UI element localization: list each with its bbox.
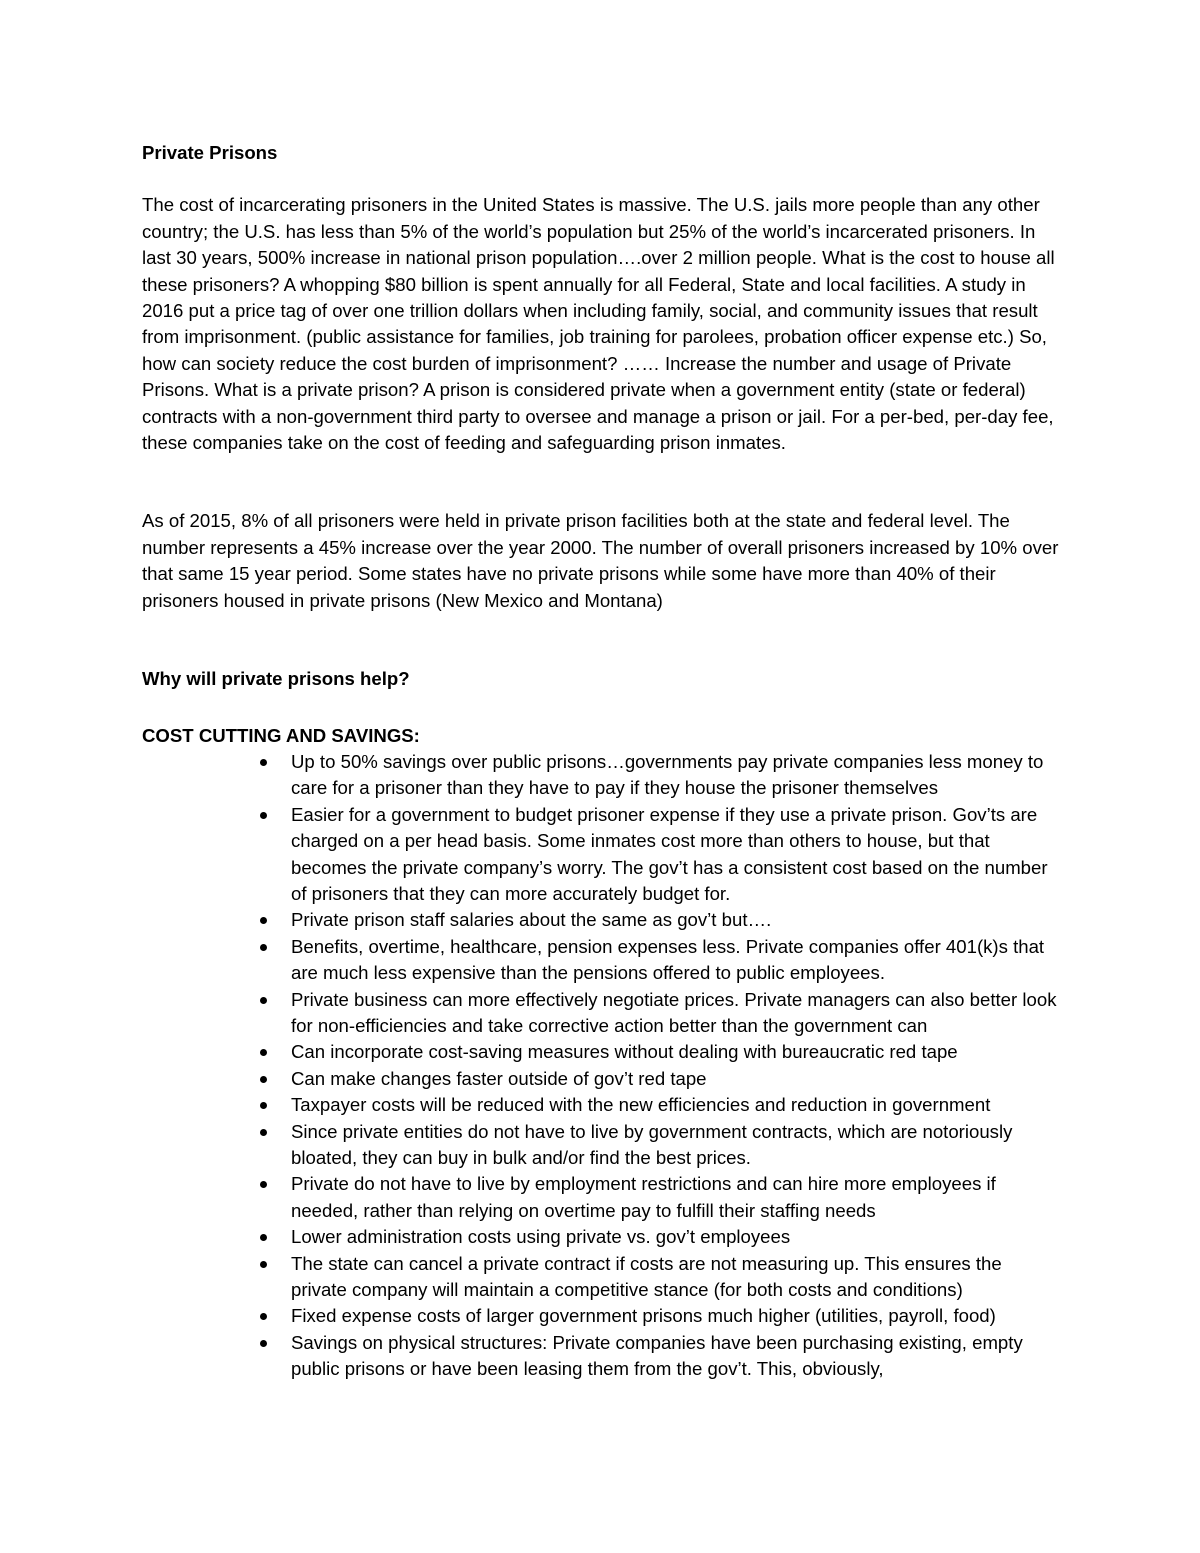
savings-bullet-list: [142, 749, 1062, 1383]
bullet-text: Taxpayer costs will be reduced with the new efficiencies and reduction in government: [291, 1094, 991, 1116]
intro-paragraph: The cost of incarcerating prisoners in the United States is massive. The U.S. jails more people than any other country; the U.S. has less than 5% of the world’s population but 25% of the world’s incarcerated prisoners. In last 30 years, 500% increase in national prison population….over 2 million people. What is the cost to house all these prisoners? A whopping $80 billion is spent annually for all Federal, State and local facilities. A study in 2016 put a price tag of over one trillion dollars when including family, social, and community issues that result from imprisonment. (public assistance for families, job training for parolees, probation officer expense etc.) So, how can society reduce the cost burden of imprisonment? …… Increase the number and usage of Private Prisons. What is a private prison? A prison is considered private when a government entity (state or federal) contracts with a non-government third party to oversee and manage a prison or jail. For a per-bed, per-day fee, these companies take on the cost of feeding and safeguarding prison inmates.: [142, 194, 1055, 454]
bullet-icon: [260, 1261, 267, 1268]
bullet-item: [291, 1119, 1062, 1172]
statistics-paragraph: As of 2015, 8% of all prisoners were held in private prison facilities both at the state and federal level. The number represents a 45% increase over the year 2000. The number of overall prisoners increased by 10% over that same 15 year period. Some states have no private prisons while some have more than 40% of their prisoners housed in private prisons (New Mexico and Montana): [142, 510, 1059, 611]
bullet-icon: [260, 944, 267, 951]
spacer: [142, 614, 1062, 666]
bullet-item: [291, 987, 1062, 1040]
bullet-text: Can incorporate cost-saving measures without dealing with bureaucratic red tape: [291, 1041, 958, 1063]
section-heading: Why will private prisons help?: [142, 668, 410, 690]
bullet-icon: [260, 917, 267, 924]
document-body: [142, 140, 1062, 1383]
bullet-item: [291, 1251, 1062, 1304]
bullet-item: [291, 907, 1062, 933]
bullet-text: Savings on physical structures: Private companies have been purchasing existing, empty public prisons or have been leasing them from the gov’t. This, obviously,: [291, 1331, 1023, 1380]
bullet-item: [291, 934, 1062, 987]
subsection-heading: COST CUTTING AND SAVINGS:: [142, 724, 420, 746]
bullet-item: [291, 1330, 1062, 1383]
bullet-item: [291, 1303, 1062, 1329]
spacer: [142, 693, 1062, 723]
bullet-item: [291, 1224, 1062, 1250]
bullet-text: Can make changes faster outside of gov’t red tape: [291, 1067, 707, 1089]
bullet-icon: [260, 1234, 267, 1241]
spacer: [142, 456, 1062, 508]
bullet-icon: [260, 812, 267, 819]
bullet-item: [291, 1171, 1062, 1224]
bullet-text: Up to 50% savings over public prisons…governments pay private companies less money to care for a prisoner than they have to pay if they house the prisoner themselves: [291, 750, 1044, 799]
bullet-text: Lower administration costs using private vs. gov’t employees: [291, 1226, 791, 1248]
bullet-text: Private do not have to live by employment restrictions and can hire more employees if needed, rather than relying on overtime pay to fulfill their staffing needs: [291, 1173, 996, 1221]
bullet-text: Since private entities do not have to live by government contracts, which are notoriously bloated, they can buy in bulk and/or find the best prices.: [291, 1120, 1013, 1168]
bullet-icon: [260, 1181, 267, 1188]
bullet-icon: [260, 1049, 267, 1056]
bullet-icon: [260, 997, 267, 1004]
bullet-icon: [260, 1340, 267, 1347]
bullet-item: [291, 749, 1062, 802]
bullet-icon: [260, 1076, 267, 1083]
bullet-text: Private prison staff salaries about the same as gov’t but….: [291, 909, 772, 931]
bullet-item: [291, 1066, 1062, 1092]
bullet-item: [291, 1092, 1062, 1118]
bullet-icon: [260, 1129, 267, 1136]
bullet-icon: [260, 1102, 267, 1109]
bullet-icon: [260, 759, 267, 766]
document-title: Private Prisons: [142, 142, 278, 163]
bullet-text: Easier for a government to budget prisoner expense if they use a private prison. Gov’ts are charged on a per head basis. Some inmates cost more than others to house, but that becomes the private company’s worry. The gov’t has a consistent cost based on the number of prisoners that they can more accurately budget for.: [291, 803, 1048, 904]
bullet-text: Benefits, overtime, healthcare, pension expenses less. Private companies offer 401(k)s that are much less expensive than the pensions offered to public employees.: [291, 935, 1045, 984]
bullet-text: Fixed expense costs of larger government prisons much higher (utilities, payroll, food): [291, 1305, 996, 1327]
bullet-item: [291, 802, 1062, 908]
bullet-item: [291, 1039, 1062, 1065]
bullet-text: Private business can more effectively negotiate prices. Private managers can also better look for non-efficiencies and take corrective action better than the government can: [291, 988, 1057, 1036]
bullet-icon: [260, 1313, 267, 1320]
spacer: [142, 166, 1062, 192]
bullet-text: The state can cancel a private contract if costs are not measuring up. This ensures the private company will maintain a competitive stance (for both costs and conditions): [291, 1252, 1002, 1301]
